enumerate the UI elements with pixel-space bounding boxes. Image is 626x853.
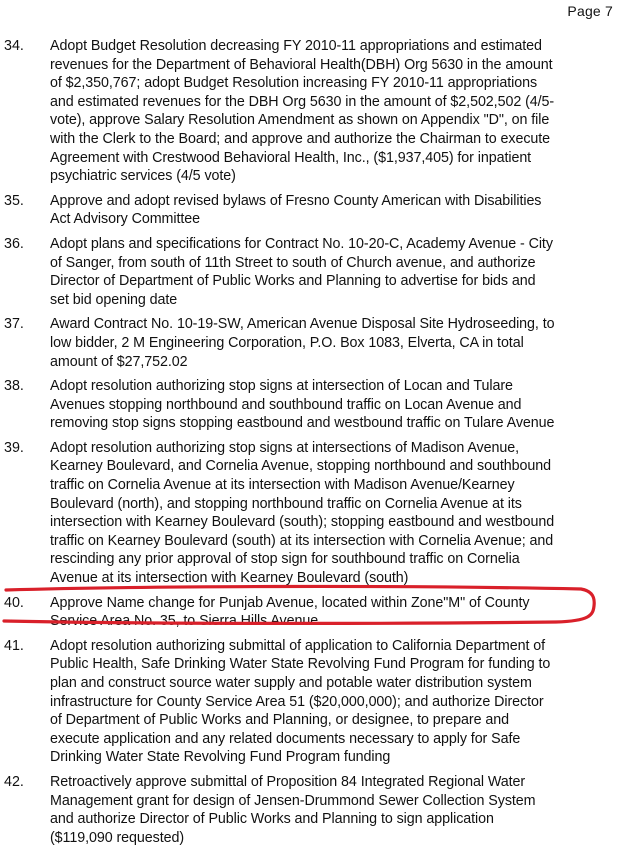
agenda-item-line: low bidder, 2 M Engineering Corporation, P.O. Box 1083, Elverta, CA in total [50,334,524,351]
agenda-item-line: plan and construct source water supply and potable water distribution system [50,675,532,691]
agenda-item-line: ($119,090 requested) [50,829,185,846]
agenda-item [0,594,626,631]
agenda-item [0,637,626,767]
agenda-item-line: Drinking Water State Revolving Fund Program funding [50,749,391,766]
agenda-item-line: amount of $27,752.02 [50,353,188,370]
agenda-item-line: Adopt plans and specifications for Contract No. 10-20-C, Academy Avenue - City [50,235,553,252]
agenda-item-line: Approve Name change for Punjab Avenue, located within Zone"M" of County [50,594,530,611]
agenda-item-list [0,37,626,853]
agenda-item-text [50,594,620,631]
agenda-item-line: infrastructure for County Service Area 51 ($20,000,000); and authorize Director [50,693,544,710]
agenda-item-text [50,773,620,847]
agenda-item-line: Public Health, Safe Drinking Water State Revolving Fund Program for funding to [50,656,551,673]
agenda-item-line: Act Advisory Committee [50,211,200,228]
agenda-item-text [50,315,620,371]
agenda-item-text [50,439,620,588]
agenda-item-line: revenues for the Department of Behavioral Health(DBH) Org 5630 in the amount [50,56,553,73]
agenda-item-line: Adopt resolution authorizing submittal of application to California Department of [50,637,545,654]
agenda-item-line: set bid opening date [50,291,178,308]
agenda-item [0,439,626,588]
agenda-item-line: Retroactively approve submittal of Proposition 84 Integrated Regional Water [50,773,526,790]
agenda-item-line: and estimated revenues for the DBH Org 5630 in the amount of $2,502,502 (4/5- [50,93,555,110]
agenda-item-number: 36. [4,235,24,252]
agenda-item-line: Director of Department of Public Works and Planning to advertise for bids and [50,273,536,290]
agenda-item-line: Adopt resolution authorizing stop signs at intersections of Madison Avenue, [50,439,520,456]
agenda-item-text [50,637,620,767]
agenda-item-line: with the Clerk to the Board; and approve and authorize the Chairman to execute [50,130,551,147]
agenda-item-line: removing stop signs stopping eastbound and westbound traffic on Tulare Avenue [50,415,555,432]
agenda-item-line: Award Contract No. 10-19-SW, American Avenue Disposal Site Hydroseeding, to [50,316,555,333]
agenda-item-text [50,37,620,186]
agenda-item-line: traffic on Kearney Boulevard (south) at its intersection with Cornelia Avenue; and [50,532,554,549]
agenda-item-line: Adopt resolution authorizing stop signs at intersection of Locan and Tulare [50,378,513,395]
agenda-item-number: 34. [4,38,24,54]
agenda-item-number: 37. [4,316,24,333]
agenda-item-text [50,235,620,309]
agenda-item-line: Agreement with Crestwood Behavioral Health, Inc., ($1,937,405) for inpatient [50,149,532,166]
agenda-item-number: 38. [4,378,24,395]
agenda-item-line: Avenue at its intersection with Kearney Boulevard (south) [50,570,409,587]
agenda-item [0,37,626,186]
agenda-item-line: Kearney Boulevard, and Cornelia Avenue, stopping northbound and southbound [50,458,551,475]
agenda-item-line: of Sanger, from south of 11th Street to south of Church avenue, and authorize [50,254,536,271]
agenda-item-line: of $2,350,767; adopt Budget Resolution increasing FY 2010-11 appropriations [50,75,538,92]
agenda-item [0,773,626,847]
agenda-item-number: 41. [4,637,24,654]
agenda-item [0,315,626,371]
agenda-item-line: and authorize Director of Public Works and Planning to sign application [50,811,494,828]
agenda-item-text [50,192,620,229]
agenda-item-line: Boulevard (north), and stopping northbound traffic on Cornelia Avenue at its [50,495,522,512]
page-number: Page 7 [567,3,613,19]
agenda-item-line: Management grant for design of Jensen-Drummond Sewer Collection System [50,792,536,809]
agenda-item-line: of Department of Public Works and Planning, or designee, to prepare and [50,712,509,729]
agenda-item-number: 39. [4,439,24,456]
agenda-item-line: rescinding any prior approval of stop sign for southbound traffic on Cornelia [50,551,520,568]
agenda-item-line: Approve and adopt revised bylaws of Fresno County American with Disabilities [50,192,542,209]
agenda-item-number: 40. [4,594,24,611]
agenda-item-text [50,377,620,433]
agenda-item-number: 42. [4,773,24,790]
agenda-item [0,377,626,433]
agenda-item-line: intersection with Kearney Boulevard (south); stopping eastbound and westbound [50,514,555,531]
agenda-item-line: execute application and any related documents necessary to apply for Safe [50,730,521,747]
agenda-item-line: Avenues stopping northbound and southbound traffic on Locan Avenue and [50,396,522,413]
agenda-item-line: Adopt Budget Resolution decreasing FY 2010-11 appropriations and estimated [50,38,542,54]
agenda-item-line: psychiatric services (4/5 vote) [50,168,236,185]
agenda-item [0,235,626,309]
agenda-item-line: vote), approve Salary Resolution Amendment as shown on Appendix "D", on file [50,112,550,129]
agenda-item [0,192,626,229]
agenda-item-line: Service Area No. 35, to Sierra Hills Avenue [50,613,319,630]
agenda-item-number: 35. [4,192,24,209]
agenda-item-line: traffic on Cornelia Avenue at its intersection with Madison Avenue/Kearney [50,477,515,494]
